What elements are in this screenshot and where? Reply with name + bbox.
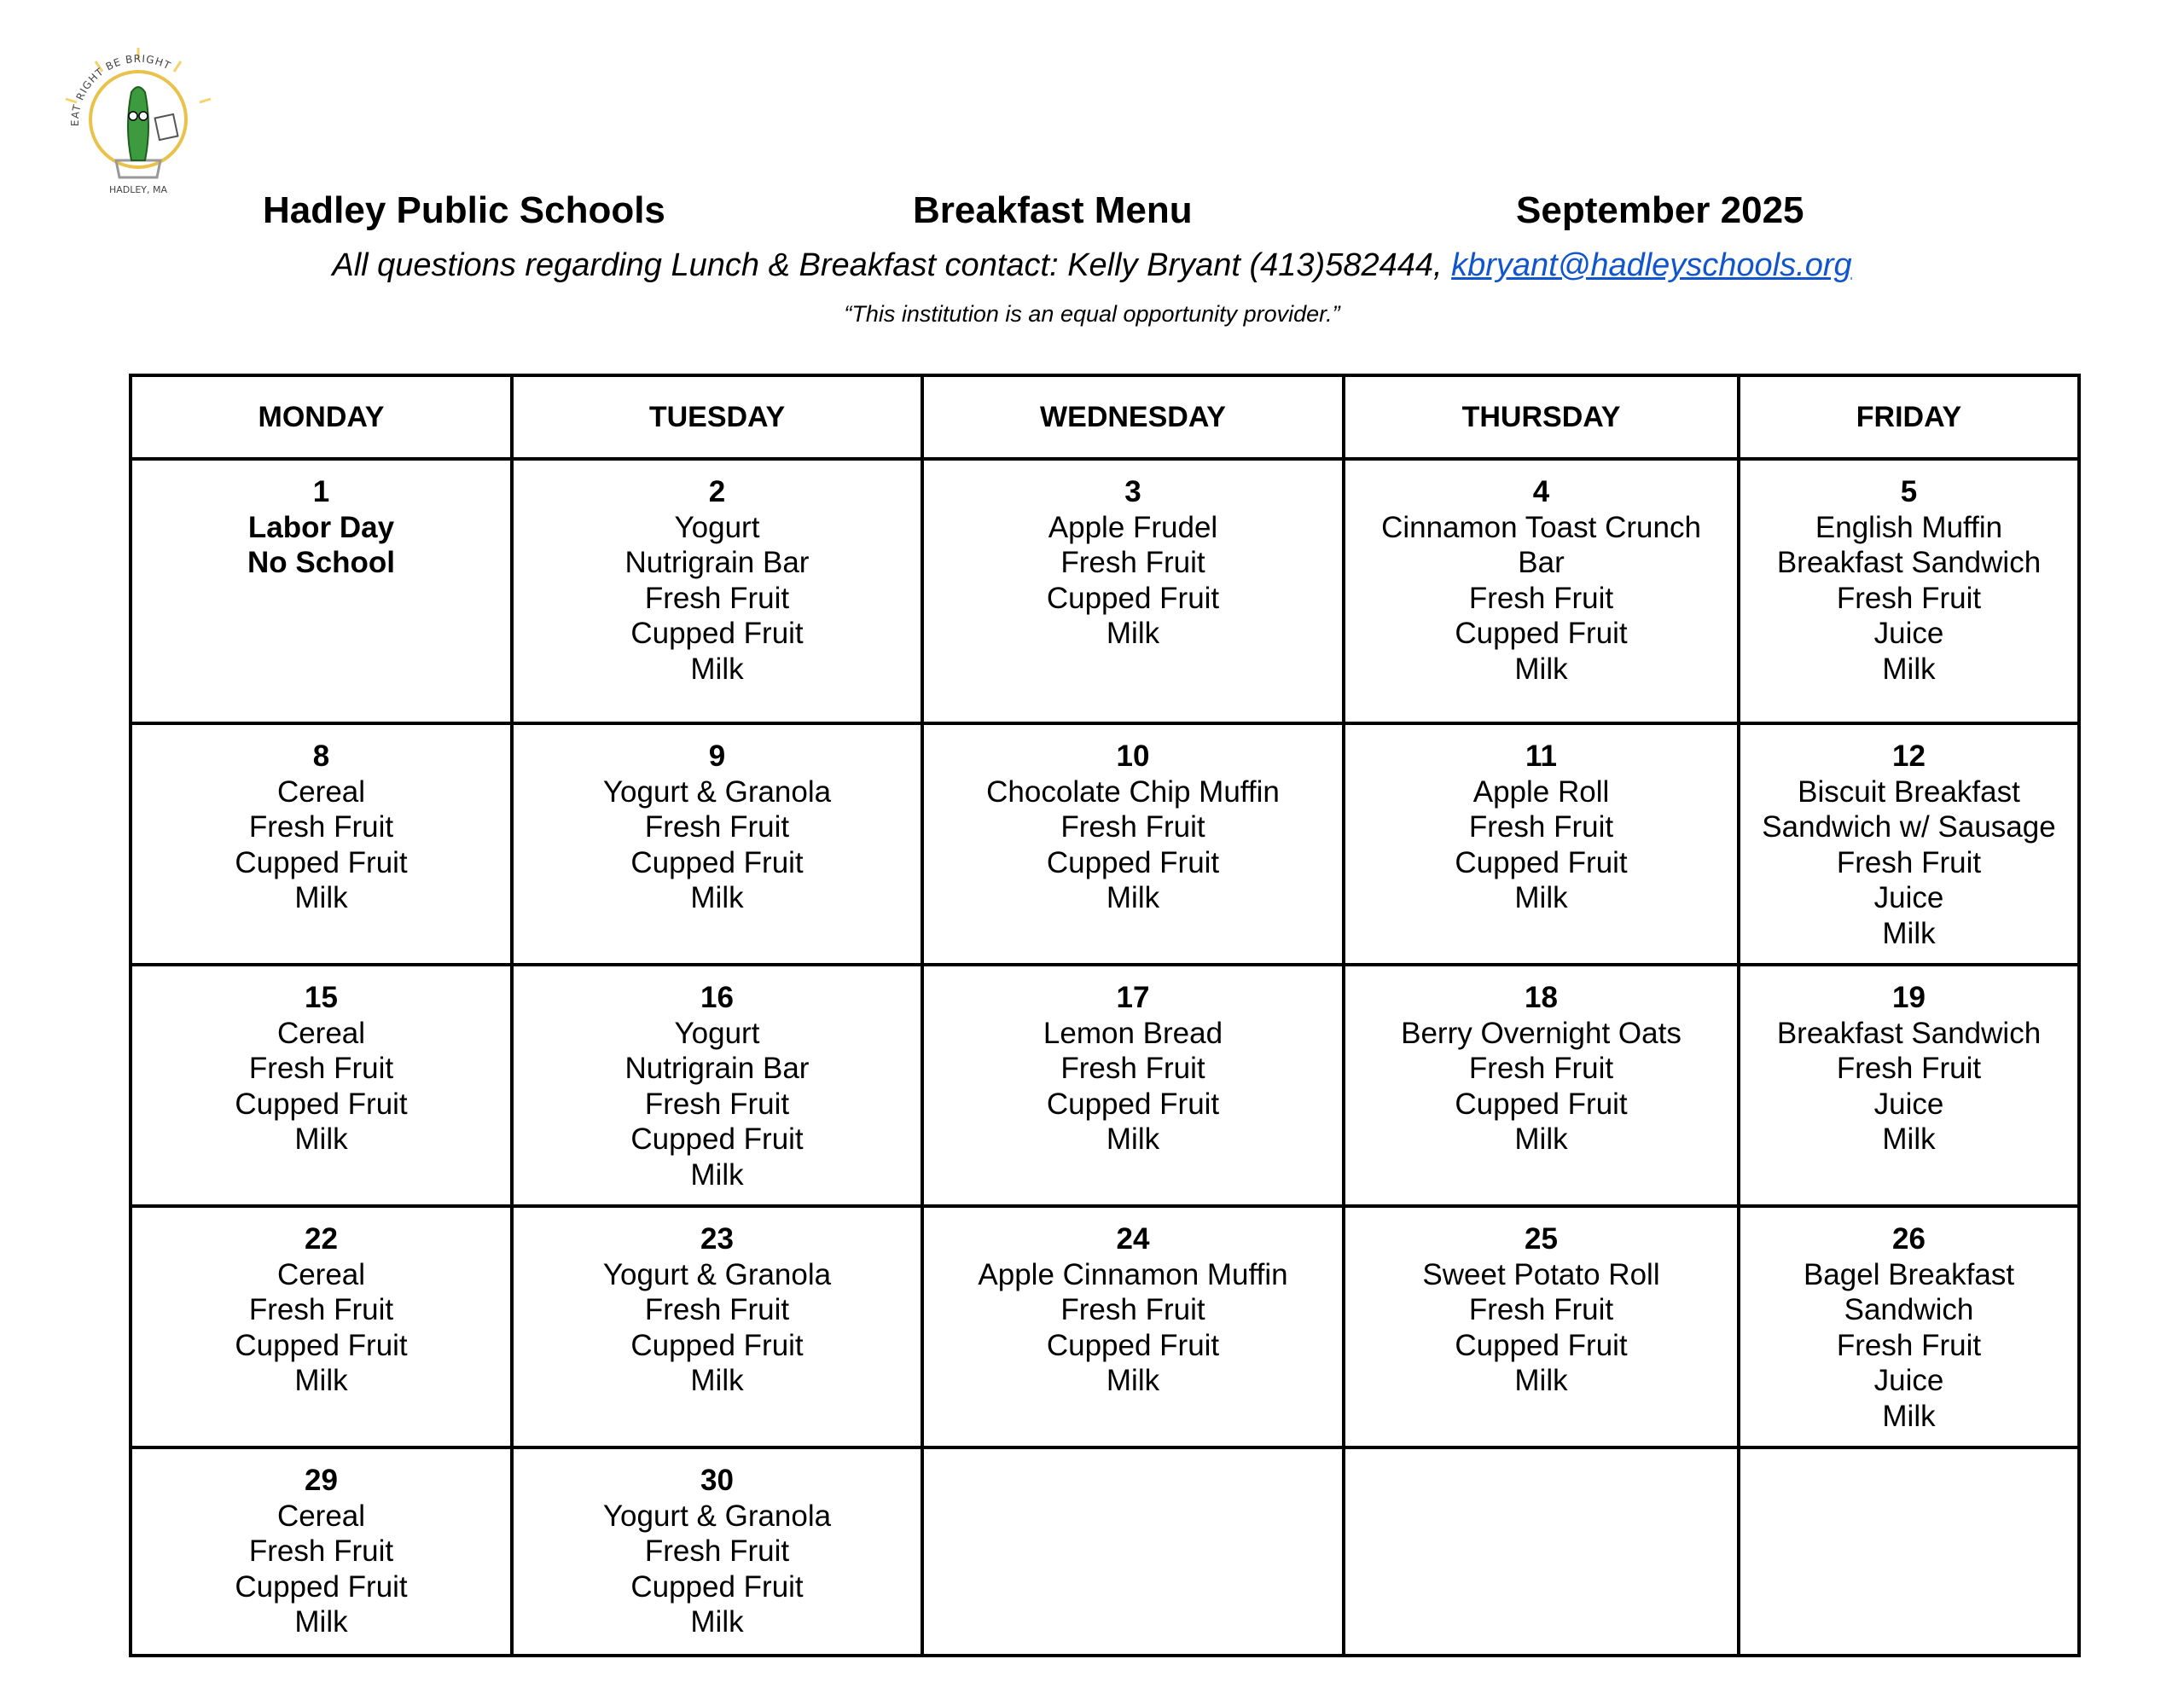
menu-item: English Muffin <box>1815 510 2003 544</box>
menu-item: Milk <box>690 1157 744 1192</box>
day-cell <box>922 723 1344 965</box>
menu-item: Cupped Fruit <box>1455 845 1628 879</box>
day-number: 19 <box>1892 981 1926 1014</box>
day-cell <box>1344 723 1739 965</box>
menu-item: Sandwich w/ Sausage <box>1762 810 2056 844</box>
menu-item: Milk <box>1106 1364 1160 1397</box>
day-number: 9 <box>708 740 726 773</box>
menu-item: No School <box>247 546 396 579</box>
menu-item: Cupped Fruit <box>630 1328 804 1362</box>
day-cell <box>131 723 512 965</box>
menu-month: September 2025 <box>1516 189 1804 231</box>
menu-item: Fresh Fruit <box>1468 581 1614 615</box>
menu-item: Milk <box>294 1364 348 1397</box>
menu-item: Milk <box>690 1605 744 1639</box>
menu-item: Fresh Fruit <box>1060 810 1205 844</box>
menu-item: Juice <box>1873 881 1944 914</box>
day-cell <box>131 1206 512 1447</box>
menu-item: Cinnamon Toast Crunch <box>1381 510 1701 544</box>
day-number: 10 <box>1116 740 1150 773</box>
day-number: 23 <box>700 1222 734 1256</box>
menu-item: Milk <box>1106 881 1160 914</box>
school-logo <box>53 41 224 203</box>
menu-item: Juice <box>1873 1364 1944 1397</box>
menu-item: Yogurt <box>674 1016 760 1050</box>
menu-item: Chocolate Chip Muffin <box>986 774 1280 809</box>
menu-item: Cupped Fruit <box>1046 581 1220 615</box>
menu-item: Milk <box>690 652 744 686</box>
day-number: 30 <box>700 1464 734 1497</box>
menu-item: Milk <box>1106 617 1160 650</box>
menu-item: Cereal <box>276 1016 366 1050</box>
week-row <box>131 459 2079 723</box>
menu-item: Cupped Fruit <box>1046 1328 1220 1362</box>
week-row <box>131 1206 2079 1447</box>
school-name: Hadley Public Schools <box>263 189 665 231</box>
menu-item: Yogurt & Granola <box>602 1257 832 1291</box>
day-cell <box>131 459 512 723</box>
menu-item: Cupped Fruit <box>1046 1087 1220 1121</box>
menu-item: Apple Frudel <box>1048 510 1218 544</box>
menu-item: Cereal <box>276 1499 366 1533</box>
menu-item: Biscuit Breakfast <box>1798 774 2020 809</box>
week-row <box>131 1447 2079 1656</box>
menu-item: Milk <box>1514 1364 1568 1397</box>
menu-item: Fresh Fruit <box>1468 1293 1614 1326</box>
menu-item: Milk <box>1882 652 1936 686</box>
day-number: 5 <box>1900 475 1918 508</box>
day-cell <box>512 965 922 1206</box>
day-cell <box>512 1206 922 1447</box>
menu-item: Milk <box>294 881 348 914</box>
day-cell <box>512 459 922 723</box>
menu-item: Fresh Fruit <box>248 1293 394 1326</box>
menu-item: Cupped Fruit <box>235 1569 408 1604</box>
menu-item: Nutrigrain Bar <box>624 1052 810 1085</box>
menu-item: Fresh Fruit <box>644 1087 790 1121</box>
menu-item: Lemon Bread <box>1043 1016 1223 1050</box>
menu-item: Sandwich <box>1844 1293 1974 1326</box>
day-cell <box>512 1447 922 1656</box>
menu-item: Cereal <box>276 1257 366 1291</box>
contact-text: All questions regarding Lunch & Breakfast contact: Kelly Bryant (413)582444, <box>332 247 1452 283</box>
menu-item: Cupped Fruit <box>1455 1087 1628 1121</box>
menu-item: Cupped Fruit <box>630 617 804 650</box>
menu-item: Fresh Fruit <box>644 1534 790 1568</box>
logo-place-text: HADLEY, MA <box>108 184 168 195</box>
empty-day-cell <box>1739 1447 2079 1656</box>
menu-item: Fresh Fruit <box>248 1052 394 1085</box>
day-number: 18 <box>1525 981 1558 1014</box>
menu-item: Fresh Fruit <box>644 581 790 615</box>
menu-item: Cupped Fruit <box>1455 617 1628 650</box>
weekday-header-row <box>131 375 2079 459</box>
menu-item: Cupped Fruit <box>630 845 804 879</box>
menu-item: Berry Overnight Oats <box>1401 1016 1682 1050</box>
menu-item: Fresh Fruit <box>1060 546 1205 579</box>
day-number: 22 <box>305 1222 338 1256</box>
menu-item: Fresh Fruit <box>1468 1052 1614 1085</box>
menu-item: Juice <box>1873 617 1944 650</box>
menu-item: Milk <box>1106 1122 1160 1156</box>
menu-item: Milk <box>690 881 744 914</box>
menu-item: Apple Cinnamon Muffin <box>978 1257 1288 1291</box>
day-number: 16 <box>700 981 734 1014</box>
day-cell <box>1739 1206 2079 1447</box>
day-number: 26 <box>1892 1222 1926 1256</box>
menu-item: Bagel Breakfast <box>1803 1257 2015 1291</box>
menu-item: Milk <box>294 1122 348 1156</box>
menu-item: Milk <box>1514 652 1568 686</box>
menu-item: Cereal <box>276 774 366 809</box>
menu-item: Milk <box>1514 1122 1568 1156</box>
menu-item: Cupped Fruit <box>630 1569 804 1604</box>
day-number: 4 <box>1532 475 1550 508</box>
menu-item: Fresh Fruit <box>1060 1052 1205 1085</box>
menu-item: Milk <box>1514 881 1568 914</box>
contact-line <box>0 247 2184 284</box>
menu-item: Cupped Fruit <box>630 1122 804 1156</box>
day-cell <box>1344 1206 1739 1447</box>
week-row <box>131 965 2079 1206</box>
day-number: 25 <box>1525 1222 1558 1256</box>
menu-item: Breakfast Sandwich <box>1776 546 2042 579</box>
day-number: 29 <box>305 1464 338 1497</box>
menu-item: Fresh Fruit <box>1836 845 1982 879</box>
day-cell <box>922 965 1344 1206</box>
day-cell <box>131 965 512 1206</box>
menu-item: Milk <box>294 1605 348 1639</box>
menu-item: Juice <box>1873 1087 1944 1121</box>
day-cell <box>922 459 1344 723</box>
menu-item: Milk <box>1882 1122 1936 1156</box>
menu-item: Apple Roll <box>1472 774 1610 809</box>
menu-item: Fresh Fruit <box>644 810 790 844</box>
day-cell <box>922 1206 1344 1447</box>
menu-item: Milk <box>1882 1399 1936 1433</box>
menu-item: Fresh Fruit <box>1836 1328 1982 1362</box>
menu-item: Fresh Fruit <box>644 1293 790 1326</box>
menu-item: Fresh Fruit <box>1468 810 1614 844</box>
empty-day-cell <box>1344 1447 1739 1656</box>
weekday-header: WEDNESDAY <box>922 375 1344 459</box>
menu-item: Yogurt & Granola <box>602 1499 832 1533</box>
day-number: 11 <box>1525 740 1557 773</box>
menu-item: Labor Day <box>247 510 395 544</box>
menu-item: Cupped Fruit <box>235 1328 408 1362</box>
logo-arc-text: EAT RIGHT BE BRIGHT <box>68 52 173 127</box>
equal-opportunity-notice: “This institution is an equal opportunity provider.” <box>844 301 1340 327</box>
breakfast-menu-table <box>129 374 2081 1657</box>
day-number: 8 <box>312 740 330 773</box>
day-cell <box>131 1447 512 1656</box>
weekday-header: TUESDAY <box>512 375 922 459</box>
menu-item: Fresh Fruit <box>1836 1052 1982 1085</box>
day-cell <box>1739 723 2079 965</box>
menu-item: Yogurt <box>674 510 760 544</box>
day-number: 24 <box>1116 1222 1150 1256</box>
menu-item: Milk <box>1882 916 1936 950</box>
day-number: 12 <box>1892 740 1926 773</box>
contact-email-link[interactable]: kbryant@hadleyschools.org <box>1451 247 1852 283</box>
menu-item: Nutrigrain Bar <box>624 546 810 579</box>
menu-item: Fresh Fruit <box>1060 1293 1205 1326</box>
week-row <box>131 723 2079 965</box>
menu-item: Sweet Potato Roll <box>1422 1257 1660 1291</box>
day-number: 15 <box>305 981 338 1014</box>
weekday-header: THURSDAY <box>1344 375 1739 459</box>
menu-item: Cupped Fruit <box>235 845 408 879</box>
svg-text:EAT RIGHT BE BRIGHT <box>69 53 173 126</box>
day-number: 3 <box>1124 475 1141 508</box>
day-number: 17 <box>1116 981 1150 1014</box>
day-cell <box>512 723 922 965</box>
menu-item: Cupped Fruit <box>235 1087 408 1121</box>
weekday-header: MONDAY <box>131 375 512 459</box>
menu-item: Cupped Fruit <box>1455 1328 1628 1362</box>
day-number: 1 <box>312 475 330 508</box>
day-number: 2 <box>708 475 726 508</box>
menu-item: Bar <box>1518 546 1565 579</box>
weekday-header: FRIDAY <box>1739 375 2079 459</box>
empty-day-cell <box>922 1447 1344 1656</box>
day-cell <box>1739 965 2079 1206</box>
menu-item: Fresh Fruit <box>248 810 394 844</box>
menu-item: Fresh Fruit <box>1836 581 1982 615</box>
day-cell <box>1344 459 1739 723</box>
menu-item: Fresh Fruit <box>248 1534 394 1568</box>
menu-item: Cupped Fruit <box>1046 845 1220 879</box>
menu-item: Milk <box>690 1364 744 1397</box>
day-cell <box>1739 459 2079 723</box>
menu-item: Yogurt & Granola <box>602 774 832 809</box>
day-cell <box>1344 965 1739 1206</box>
menu-item: Breakfast Sandwich <box>1776 1016 2042 1050</box>
menu-title: Breakfast Menu <box>913 189 1193 231</box>
